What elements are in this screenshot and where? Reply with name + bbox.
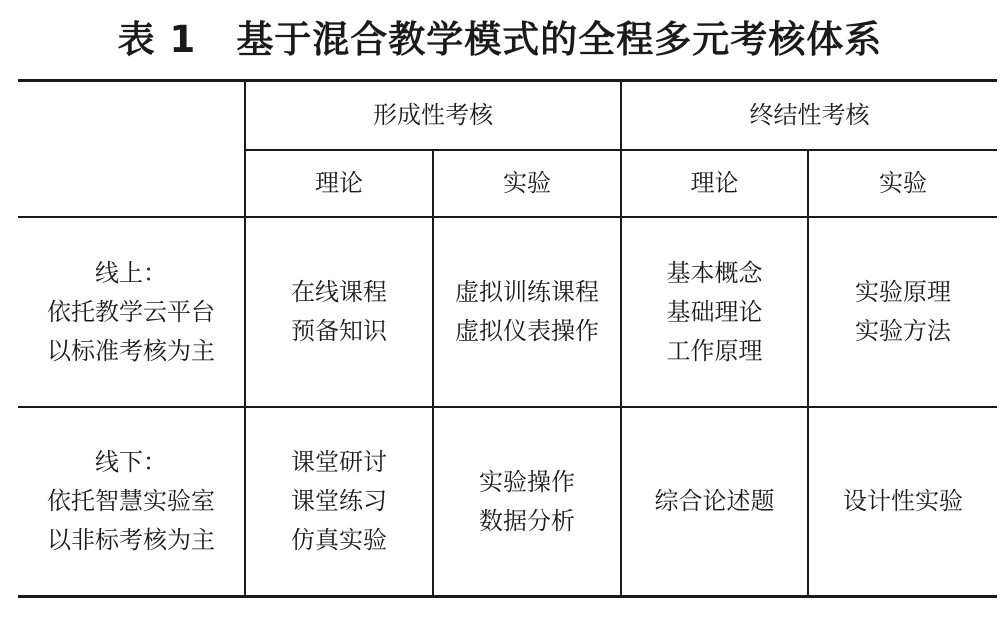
cell-line: 实验操作 xyxy=(479,467,575,496)
subheader-label: 理论 xyxy=(690,169,739,197)
cell-line: 虚拟训练课程 xyxy=(455,278,599,306)
cell-line: 课堂研讨 xyxy=(291,448,387,476)
row-label-line: 依托智慧实验室 xyxy=(47,487,215,515)
cell-line: 设计性实验 xyxy=(843,487,963,515)
cell-line: 预备知识 xyxy=(291,317,387,345)
table-number: 表 1 xyxy=(117,18,197,61)
cell-line: 课堂练习 xyxy=(291,487,387,515)
cell-line: 数据分析 xyxy=(479,506,575,535)
cell-line: 综合论述题 xyxy=(654,487,775,515)
row-label-line: 依托教学云平台 xyxy=(47,297,215,326)
subheader-formative-experiment xyxy=(434,151,620,216)
cell-line: 工作原理 xyxy=(666,336,763,365)
header-formative-label: 形成性考核 xyxy=(373,101,493,129)
bottom-rule xyxy=(18,595,997,598)
header-summative xyxy=(622,82,997,149)
subheader-formative-theory xyxy=(246,151,432,216)
subheader-label: 理论 xyxy=(315,169,363,197)
cell-offline-formative-theory xyxy=(246,408,432,595)
row-label-offline xyxy=(18,408,244,595)
cell-online-summative-experiment xyxy=(809,218,997,406)
row-label-line: 线下： xyxy=(95,448,167,476)
row-label-line: 以非标考核为主 xyxy=(47,526,215,554)
header-summative-label: 终结性考核 xyxy=(749,101,870,129)
subheader-label: 实验 xyxy=(879,169,927,197)
cell-online-formative-theory xyxy=(246,218,432,406)
cell-line: 在线课程 xyxy=(291,278,387,306)
cell-offline-summative-theory xyxy=(622,408,807,595)
cell-online-formative-experiment xyxy=(434,218,620,406)
header-formative xyxy=(246,82,620,149)
table-title: 基于混合教学模式的全程多元考核体系 xyxy=(236,18,883,61)
cell-online-summative-theory xyxy=(622,218,807,406)
cell-line: 实验原理 xyxy=(855,278,951,306)
cell-offline-formative-experiment xyxy=(434,408,620,595)
subheader-summative-theory xyxy=(622,151,807,216)
row-label-line: 以标准考核为主 xyxy=(47,336,215,365)
subheader-summative-experiment xyxy=(809,151,997,216)
row-label-online xyxy=(18,218,244,406)
cell-line: 实验方法 xyxy=(855,317,951,345)
cell-offline-summative-experiment xyxy=(809,408,997,595)
subheader-label: 实验 xyxy=(503,169,551,197)
cell-line: 虚拟仪表操作 xyxy=(455,317,599,345)
row-label-line: 线上： xyxy=(95,258,167,287)
cell-line: 仿真实验 xyxy=(291,526,387,554)
table-caption xyxy=(0,14,1000,66)
cell-line: 基本概念 xyxy=(666,258,763,287)
cell-line: 基础理论 xyxy=(666,297,763,326)
